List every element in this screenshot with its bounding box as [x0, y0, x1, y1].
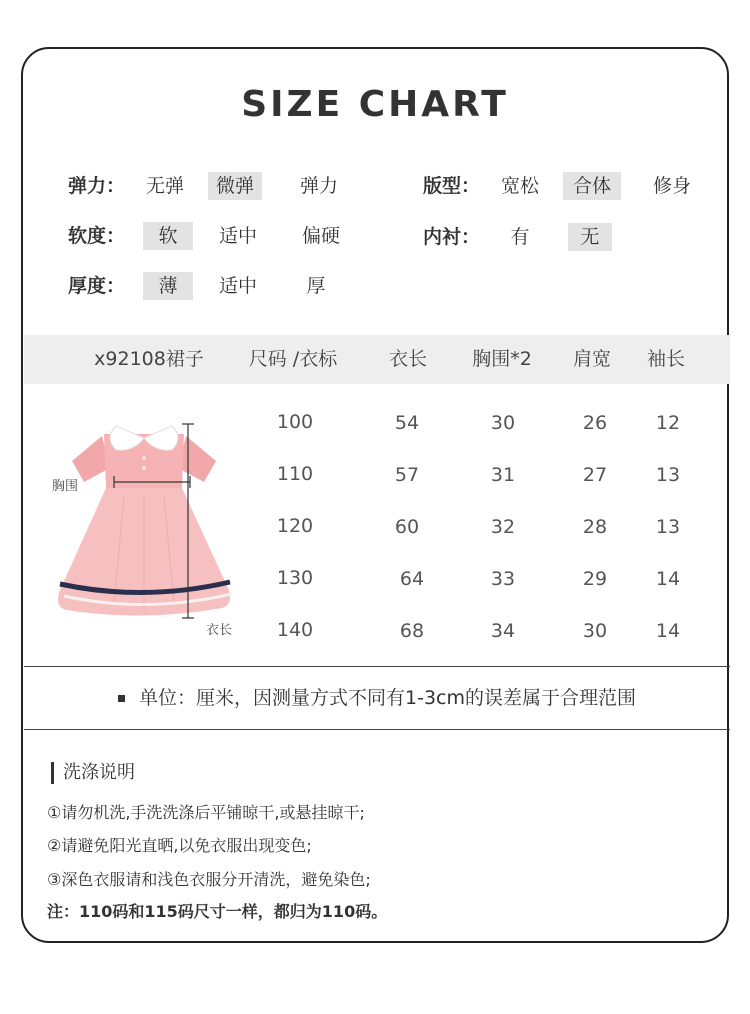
size-cell: 130 — [276, 567, 314, 589]
length-measure-label: 衣长 — [206, 623, 233, 638]
sleeve-cell: 13 — [655, 464, 681, 486]
unit-note-text: 单位：厘米，因测量方式不同有1-3cm的误差属于合理范围 — [139, 687, 636, 709]
softness-option-medium: 适中 — [218, 225, 257, 247]
chest-cell: 30 — [490, 412, 516, 434]
divider-bottom — [24, 729, 730, 730]
column-header-length: 衣长 — [388, 348, 427, 370]
chest-cell: 31 — [490, 464, 516, 486]
chest-cell: 34 — [490, 620, 516, 642]
thickness-option-thick: 厚 — [306, 275, 326, 297]
lining-label: 内衬： — [423, 226, 481, 248]
chest-cell: 33 — [490, 568, 516, 590]
softness-label: 软度： — [68, 225, 126, 247]
size-note: 注：110码和115码尺寸一样，都归为110码。 — [47, 902, 388, 921]
length-cell: 57 — [394, 464, 420, 486]
dress-illustration — [44, 416, 244, 631]
sleeve-cell: 14 — [655, 568, 681, 590]
column-header-size: 尺码 /衣标 — [248, 348, 338, 370]
softness-option-soft: 软 — [143, 222, 193, 250]
shoulder-cell: 29 — [582, 568, 608, 590]
shoulder-cell: 27 — [582, 464, 608, 486]
length-cell: 64 — [399, 568, 425, 590]
fit-option-loose: 宽松 — [500, 175, 539, 197]
divider-top — [24, 666, 730, 667]
length-cell: 60 — [394, 516, 420, 538]
size-cell: 110 — [276, 463, 314, 485]
unit-note — [24, 683, 730, 710]
washing-instruction: ①请勿机洗,手洗洗涤后平铺晾干,或悬挂晾干; — [47, 803, 365, 822]
column-header-shoulder: 肩宽 — [572, 348, 611, 370]
washing-title: 洗涤说明 — [51, 762, 135, 784]
chest-measure-label: 胸围 — [52, 479, 79, 494]
lining-option-no: 无 — [568, 223, 612, 251]
sleeve-cell: 14 — [655, 620, 681, 642]
shoulder-cell: 30 — [582, 620, 608, 642]
thickness-option-thin: 薄 — [143, 272, 193, 300]
fit-label: 版型： — [423, 175, 481, 197]
fit-option-regular: 合体 — [563, 172, 621, 200]
elasticity-label: 弹力： — [68, 175, 126, 197]
size-cell: 120 — [276, 515, 314, 537]
page-title: SIZE CHART — [241, 84, 509, 125]
size-cell: 100 — [276, 411, 314, 433]
sleeve-cell: 12 — [655, 412, 681, 434]
bullet-icon — [118, 695, 125, 702]
column-header-sleeve: 袖长 — [646, 348, 685, 370]
sleeve-cell: 13 — [655, 516, 681, 538]
shoulder-cell: 28 — [582, 516, 608, 538]
chest-cell: 32 — [490, 516, 516, 538]
thickness-label: 厚度： — [68, 275, 126, 297]
shoulder-cell: 26 — [582, 412, 608, 434]
column-header-chest: 胸围*2 — [472, 348, 532, 370]
washing-instruction: ②请避免阳光直晒,以免衣服出现变色; — [47, 836, 312, 855]
size-table-header — [24, 335, 730, 384]
size-cell: 140 — [276, 619, 314, 641]
elasticity-option-stretch: 弹力 — [299, 175, 338, 197]
elasticity-option-none: 无弹 — [145, 175, 184, 197]
washing-instruction: ③深色衣服请和浅色衣服分开清洗，避免染色; — [47, 870, 371, 889]
fit-option-slim: 修身 — [652, 175, 691, 197]
column-header-product: x92108裙子 — [94, 348, 204, 370]
length-cell: 68 — [399, 620, 425, 642]
thickness-option-medium: 适中 — [218, 275, 257, 297]
elasticity-option-slight: 微弹 — [208, 172, 262, 200]
lining-option-yes: 有 — [510, 226, 530, 248]
softness-option-hard: 偏硬 — [301, 225, 340, 247]
length-cell: 54 — [394, 412, 420, 434]
